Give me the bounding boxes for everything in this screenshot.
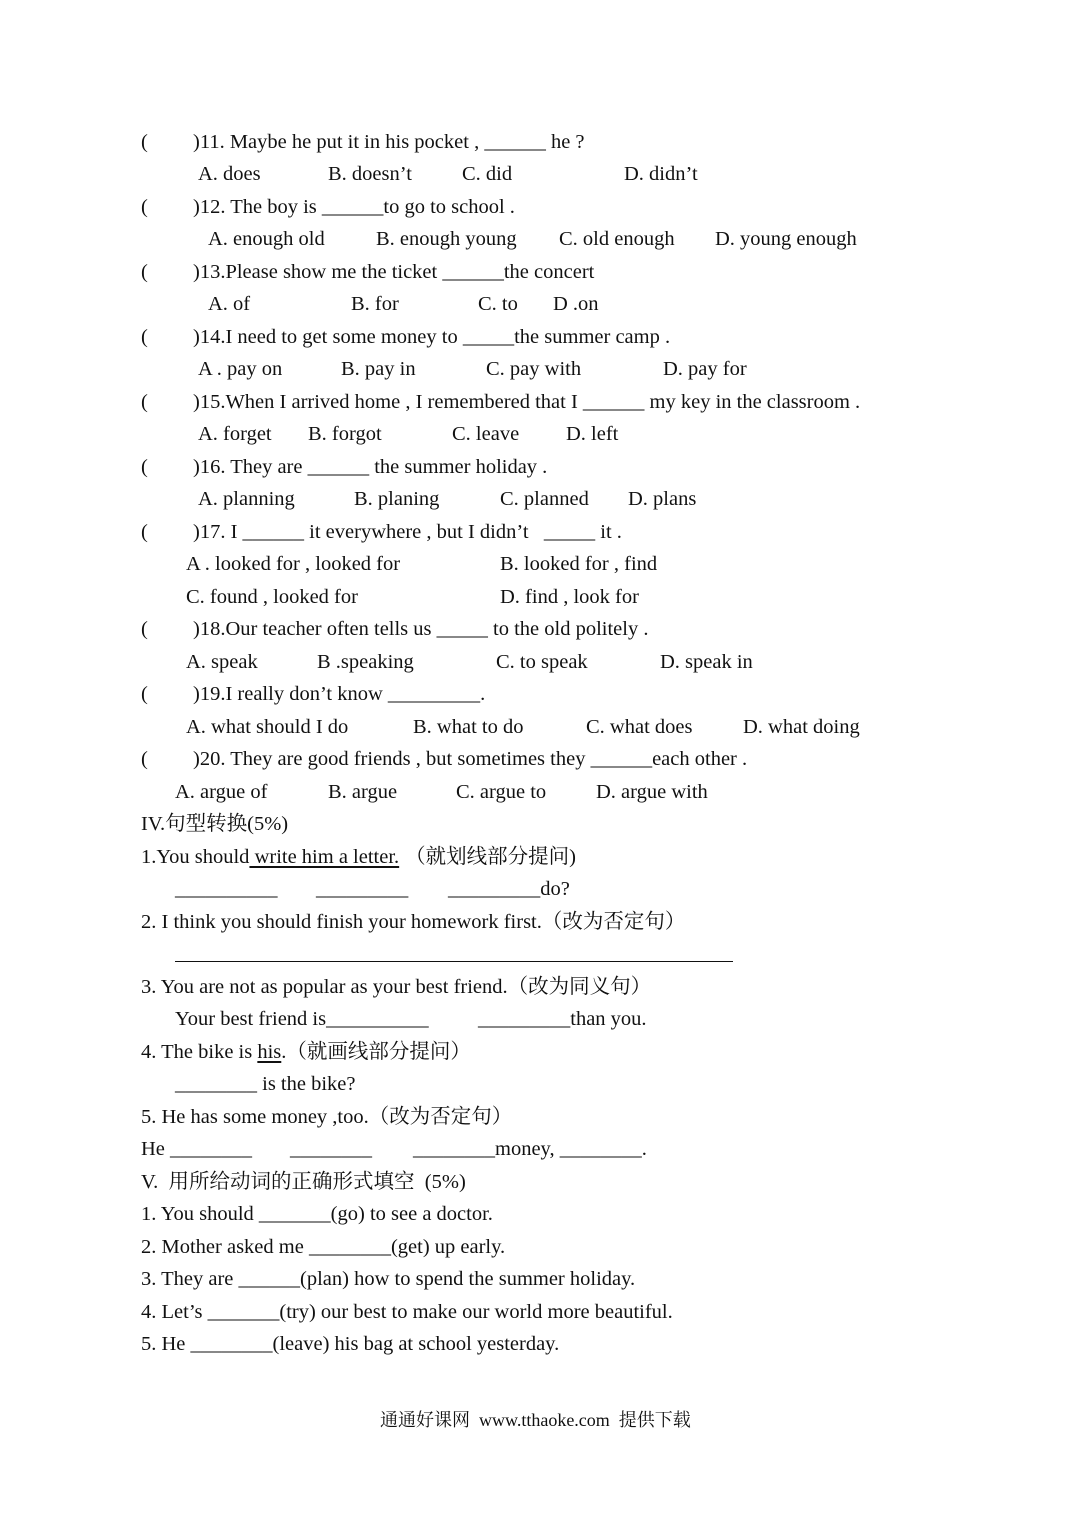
- option-a: A. of: [208, 293, 251, 315]
- section-4-q1: [0, 843, 576, 871]
- option-d: D. young enough: [715, 228, 857, 250]
- section-4-q3-answer: [0, 1005, 647, 1033]
- fill-in-text: 5. He ________(leave) his bag at school yesterday.: [141, 1333, 560, 1355]
- section-4-q5: [0, 1103, 513, 1131]
- answer-paren: (: [141, 326, 148, 348]
- option-a: A. planning: [198, 488, 295, 510]
- footer-text: 通通好课网 www.tthaoke.com 提供下载: [380, 1410, 691, 1430]
- question-19-options: [0, 713, 860, 741]
- option-d: D. pay for: [663, 358, 747, 380]
- answer-paren: (: [141, 748, 148, 770]
- option-d: D. plans: [628, 488, 697, 510]
- answer-text: ________ is the bike?: [175, 1073, 356, 1095]
- question-stem: )15.When I arrived home , I remembered that I ______ my key in the classroom .: [193, 391, 861, 413]
- option-c: C. old enough: [559, 228, 675, 250]
- option-a: A. what should I do: [186, 716, 349, 738]
- answer-blank: __________: [175, 878, 278, 900]
- question-11: [0, 128, 585, 156]
- option-d: D. left: [566, 423, 619, 445]
- answer-paren: (: [141, 391, 148, 413]
- section-5-item: [0, 1265, 636, 1293]
- question-stem: )20. They are good friends , but sometimes they ______each other .: [193, 748, 748, 770]
- fill-in-text: 1. You should _______(go) to see a doctor.: [141, 1203, 493, 1225]
- section-heading: V. 用所给动词的正确形式填空 (5%): [141, 1171, 466, 1193]
- answer-paren: (: [141, 261, 148, 283]
- section-5-item: [0, 1200, 493, 1228]
- question-13: [0, 258, 595, 286]
- answer-blank: ________: [290, 1138, 372, 1160]
- option-c: C. did: [462, 163, 513, 185]
- q1-underlined-text: write him a letter.: [249, 846, 400, 868]
- option-d: D. didn’t: [624, 163, 698, 185]
- q2-text: 2. I think you should finish your homework first.（改为否定句）: [141, 911, 686, 933]
- answer-paren: (: [141, 456, 148, 478]
- q4-text: 4. The bike is: [141, 1041, 258, 1063]
- option-a: A. forget: [198, 423, 272, 445]
- option-a: A . pay on: [198, 358, 283, 380]
- option-d: D. find , look for: [500, 586, 639, 608]
- section-4-q4: [0, 1038, 471, 1066]
- q5-text: 5. He has some money ,too.（改为否定句）: [141, 1106, 513, 1128]
- option-d: D. what doing: [743, 716, 860, 738]
- question-stem: )14.I need to get some money to _____the summer camp .: [193, 326, 671, 348]
- q3-text: 3. You are not as popular as your best friend.（改为同义句）: [141, 976, 652, 998]
- question-stem: )13.Please show me the ticket ______the concert: [193, 261, 595, 283]
- question-14-options: [0, 355, 747, 383]
- question-stem: )11. Maybe he put it in his pocket , ______ he ?: [193, 131, 585, 153]
- option-c: C. to: [478, 293, 518, 315]
- answer-paren: (: [141, 618, 148, 640]
- section-5-item: [0, 1298, 673, 1326]
- section-4-q3: [0, 973, 652, 1001]
- option-a: A. argue of: [175, 781, 268, 803]
- question-stem: )16. They are ______ the summer holiday .: [193, 456, 548, 478]
- question-19: [0, 680, 486, 708]
- option-b: B. argue: [328, 781, 398, 803]
- section-5-item: [0, 1233, 506, 1261]
- fill-in-text: 2. Mother asked me ________(get) up early.: [141, 1236, 506, 1258]
- section-5-title: [0, 1168, 466, 1196]
- answer-paren: (: [141, 131, 148, 153]
- option-d: D .on: [553, 293, 599, 315]
- answer-text: ________money, ________.: [413, 1138, 647, 1160]
- section-heading: IV.句型转换(5%): [141, 813, 289, 835]
- option-b: B. for: [351, 293, 399, 315]
- section-4-title: [0, 810, 289, 838]
- question-12: [0, 193, 515, 221]
- question-17-options-row1: [0, 550, 658, 578]
- question-20-options: [0, 778, 708, 806]
- q4-instruction: .（就画线部分提问）: [281, 1041, 471, 1063]
- fill-in-text: 3. They are ______(plan) how to spend the summer holiday.: [141, 1268, 636, 1290]
- option-d: D. speak in: [660, 651, 753, 673]
- option-b: B .speaking: [317, 651, 414, 673]
- option-c: C. what does: [586, 716, 693, 738]
- option-c: C. leave: [452, 423, 520, 445]
- q1-text: 1.You should: [141, 846, 250, 868]
- section-4-q2: [0, 908, 686, 936]
- option-b: B. planing: [354, 488, 440, 510]
- answer-text: He ________: [141, 1138, 253, 1160]
- answer-blank: _________: [316, 878, 409, 900]
- option-a: A. does: [198, 163, 261, 185]
- question-stem: )19.I really don’t know _________.: [193, 683, 486, 705]
- option-a: A . looked for , looked for: [186, 553, 401, 575]
- question-16: [0, 453, 548, 481]
- question-stem: )18.Our teacher often tells us _____ to the old politely .: [193, 618, 649, 640]
- option-c: C. pay with: [486, 358, 582, 380]
- q1-instruction: （就划线部分提问): [405, 846, 576, 868]
- option-b: B. pay in: [341, 358, 416, 380]
- question-18-options: [0, 648, 753, 676]
- answer-paren: (: [141, 683, 148, 705]
- option-b: B. forgot: [308, 423, 382, 445]
- question-20: [0, 745, 748, 773]
- question-14: [0, 323, 671, 351]
- fill-in-text: 4. Let’s _______(try) our best to make our world more beautiful.: [141, 1301, 673, 1323]
- answer-paren: (: [141, 521, 148, 543]
- option-d: D. argue with: [596, 781, 708, 803]
- answer-paren: (: [141, 196, 148, 218]
- page-footer: [0, 1406, 691, 1434]
- question-13-options: [0, 290, 599, 318]
- answer-line: [175, 961, 733, 962]
- option-a: A. speak: [186, 651, 258, 673]
- question-18: [0, 615, 649, 643]
- option-c: C. argue to: [456, 781, 547, 803]
- option-b: B. enough young: [376, 228, 517, 250]
- section-5-item: [0, 1330, 560, 1358]
- section-4-q4-answer: [0, 1070, 356, 1098]
- question-12-options: [0, 225, 857, 253]
- question-16-options: [0, 485, 697, 513]
- question-17: [0, 518, 622, 546]
- answer-text: Your best friend is__________: [175, 1008, 429, 1030]
- q4-underlined-text: his: [257, 1041, 282, 1063]
- question-stem: )17. I ______ it everywhere , but I didn’t _____ it .: [193, 521, 622, 543]
- section-4-q5-answer: [0, 1135, 647, 1163]
- question-15: [0, 388, 861, 416]
- question-stem: )12. The boy is ______to go to school .: [193, 196, 515, 218]
- section-4-q1-answer: [0, 875, 570, 903]
- answer-blank: _________do?: [448, 878, 570, 900]
- question-11-options: [0, 160, 698, 188]
- option-b: B. doesn’t: [328, 163, 412, 185]
- option-b: B. what to do: [413, 716, 524, 738]
- option-c: C. planned: [500, 488, 589, 510]
- answer-text: _________than you.: [478, 1008, 647, 1030]
- question-17-options-row2: [0, 583, 639, 611]
- option-a: A. enough old: [208, 228, 325, 250]
- option-b: B. looked for , find: [500, 553, 658, 575]
- option-c: C. to speak: [496, 651, 588, 673]
- option-c: C. found , looked for: [186, 586, 358, 608]
- question-15-options: [0, 420, 619, 448]
